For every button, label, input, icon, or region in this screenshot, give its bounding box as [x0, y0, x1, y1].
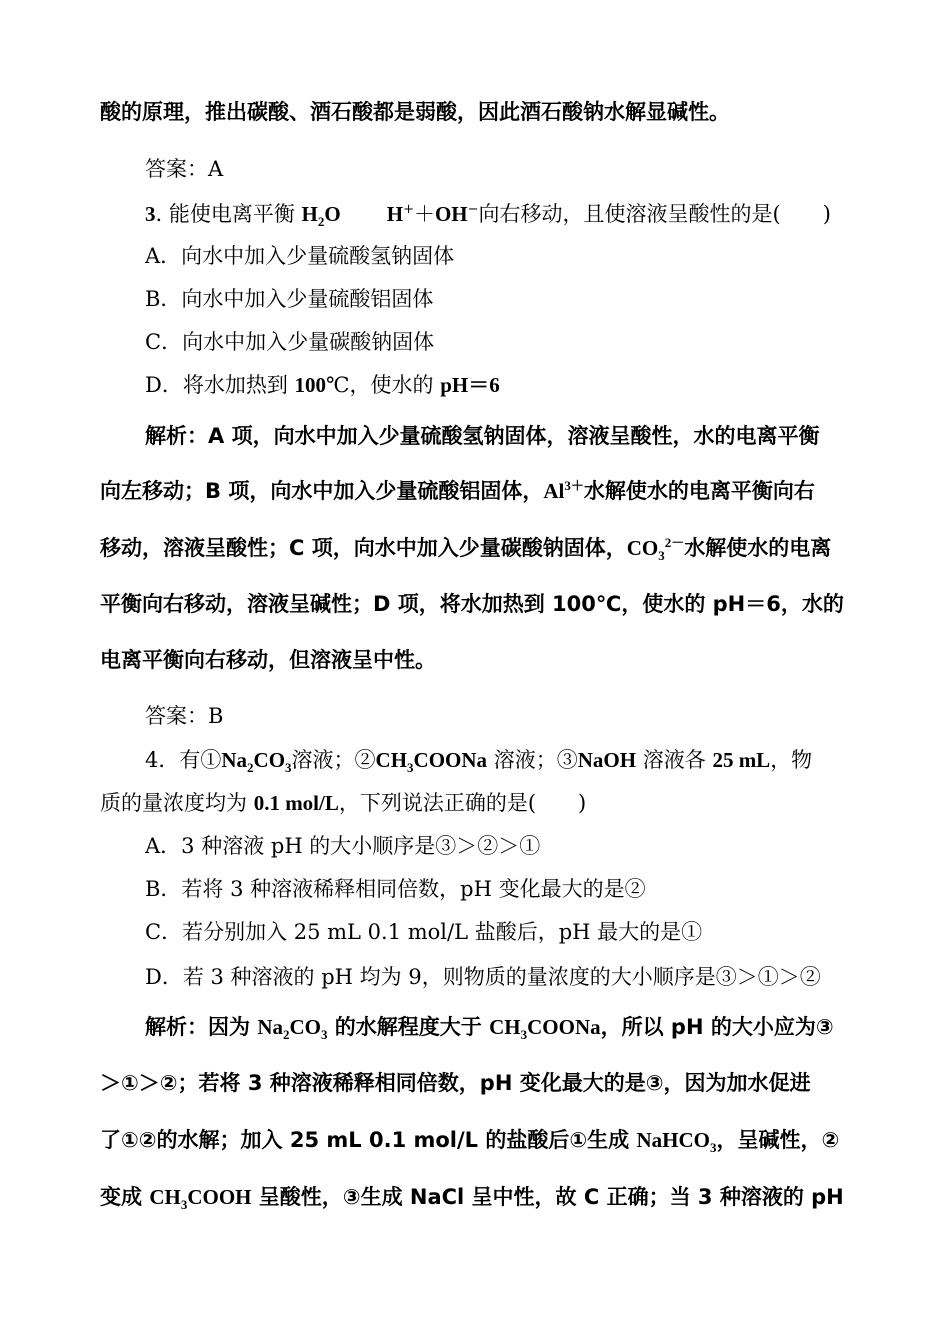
explanation-line: 移动，溶液呈酸性；C 项，向水中加入少量碳酸钠固体，$CO_3^{2-}$水解使水的电离 [100, 535, 832, 563]
explanation-line: 变成 $CH_3COOH$ 呈酸性，③生成 NaCl 呈中性，故 C 正确；当 3 种溶液的 pH [100, 1185, 844, 1212]
explanation-line: 解析：因为 $Na_2CO_3$ 的水解程度大于 $CH_3COONa$，所以 pH 的大小应为③ [145, 1015, 834, 1042]
question-4-stem-cont: 质的量浓度均为 0.1 mol/L，下列说法正确的是( ) [100, 791, 587, 815]
explanation-line: 解析：A 项，向水中加入少量硫酸氢钠固体，溶液呈酸性，水的电离平衡 [145, 424, 820, 448]
explanation-line: 电离平衡向右移动，但溶液呈中性。 [100, 648, 436, 672]
explanation-line: 平衡向右移动，溶液呈碱性；D 项，将水加热到 100℃，使水的 pH＝6，水的 [100, 592, 844, 616]
option-a: A．3 种溶液 pH 的大小顺序是③＞②＞① [145, 834, 541, 858]
explanation-line: 了①②的水解；加入 25 mL 0.1 mol/L 的盐酸后①生成 NaHCO$_3$，呈碱性，② [100, 1128, 840, 1155]
option-b: B．向水中加入少量硫酸铝固体 [145, 287, 434, 311]
question-3-stem: 3. 能使电离平衡 $H_2O$ H+＋OH−向右移动，且使溶液呈酸性的是( ) [145, 202, 831, 229]
answer-line: 答案：B [145, 704, 224, 728]
explanation-line: ＞①＞②；若将 3 种溶液稀释相同倍数，pH 变化最大的是③，因为加水促进 [100, 1071, 811, 1095]
option-d: D．将水加热到 100℃，使水的 pH＝6 [145, 373, 500, 397]
option-b: B．若将 3 种溶液稀释相同倍数，pH 变化最大的是② [145, 877, 646, 901]
question-number: 3 [145, 202, 156, 226]
answer-line: 答案：A [145, 157, 224, 181]
question-4-stem: 4．有$①Na_2CO_3$溶液；$②CH_3COONa$ 溶液；③NaOH 溶液各 25 mL，物 [145, 748, 813, 775]
option-c: C．向水中加入少量碳酸钠固体 [145, 330, 435, 354]
explanation-line: 向左移动；B 项，向水中加入少量硫酸铝固体，$Al^{3+}$水解使水的电离平衡向右 [100, 478, 815, 503]
option-c: C．若分别加入 25 mL 0.1 mol/L 盐酸后，pH 最大的是① [145, 920, 703, 944]
explanation-line: 酸的原理，推出碳酸、酒石酸都是弱酸，因此酒石酸钠水解显碱性。 [100, 100, 730, 124]
option-a: A．向水中加入少量硫酸氢钠固体 [145, 244, 455, 268]
option-d: D．若 3 种溶液的 pH 均为 9，则物质的量浓度的大小顺序是③＞①＞② [145, 965, 821, 989]
